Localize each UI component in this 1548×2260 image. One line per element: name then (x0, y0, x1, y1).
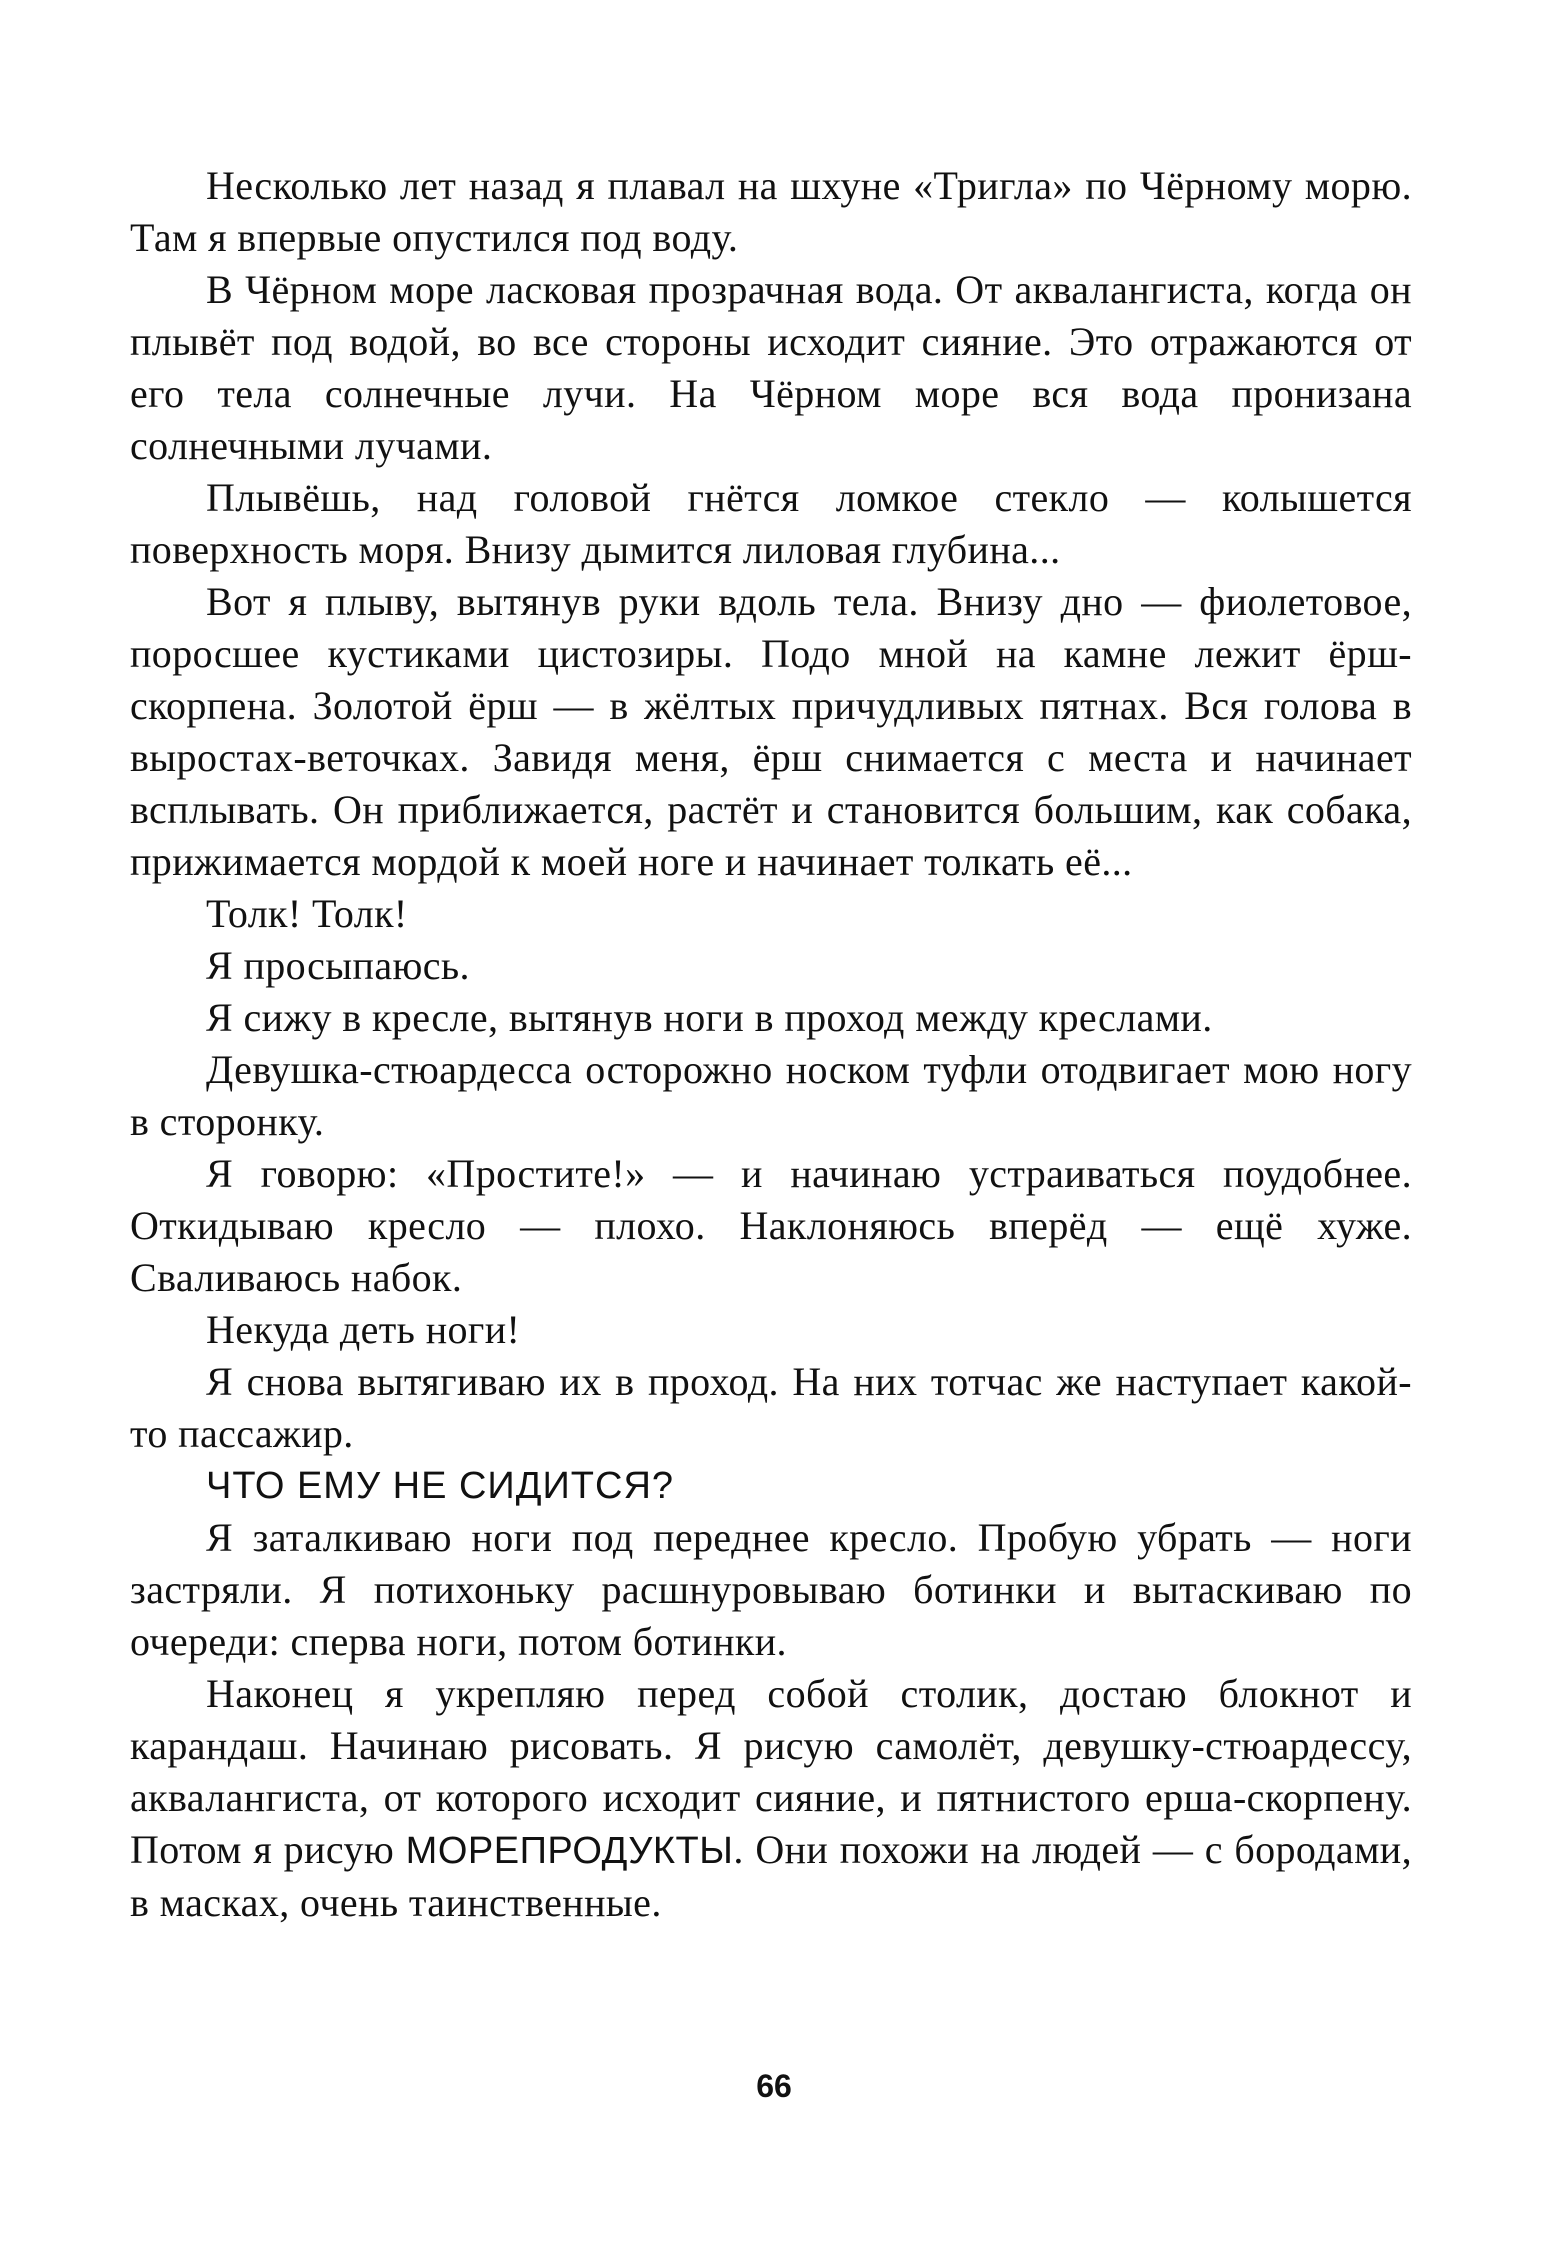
paragraph: Я говорю: «Простите!» — и начинаю устраиваться поудобнее. Откидываю кресло — плохо. Наклоняюсь вперёд — ещё хуже. Сваливаюсь набок. (130, 1151, 1412, 1300)
paragraph: Девушка-стюардесса осторожно носком туфли отодвигает мою ногу в сторонку. (130, 1047, 1412, 1144)
page-number: 66 (756, 2068, 792, 2104)
paragraph: Я снова вытягиваю их в проход. На них тотчас же наступает какой-то пассажир. (130, 1359, 1412, 1456)
paragraph: Я сижу в кресле, вытянув ноги в проход между креслами. (206, 995, 1213, 1040)
paragraph: Я просыпаюсь. (206, 943, 470, 988)
paragraph: Вот я плыву, вытянув руки вдоль тела. Внизу дно — фиолетовое, поросшее кустиками цистозиры. Подо мной на камне лежит ёрш-скорпена. Золотой ёрш — в жёлтых причудливых пятнах. Вся голова в выростах-веточках. Завидя меня, ёрш снимается с места и начинает всплывать. Он приближается, растёт и становится большим, как собака, прижимается мордой к моей ноге и начинает толкать её... (130, 579, 1412, 884)
paragraph: Плывёшь, над головой гнётся ломкое стекло — колышется поверхность моря. Внизу дымится лиловая глубина... (130, 475, 1412, 572)
caps-word: МОРЕПРОДУКТЫ (405, 1830, 734, 1872)
paragraph: Несколько лет назад я плавал на шхуне «Тригла» по Чёрному морю. Там я впервые опустился под воду. (130, 163, 1412, 260)
paragraph: Я заталкиваю ноги под переднее кресло. Пробую убрать — ноги застряли. Я потихоньку расшнуровываю ботинки и вытаскиваю по очереди: сперва ноги, потом ботинки. (130, 1515, 1412, 1664)
text-run: Наконец я укрепляю перед собой столик, достаю блокнот и карандаш. Начинаю рисовать. Я рисую самолёт, девушку-стюардессу, аквалангиста, от которого исходит сияние, и пятнистого ерша-скорпену. Потом я рисую (130, 1671, 1412, 1872)
text-run: . Они похожи на людей — с бородами, в масках, очень таинственные. (130, 1827, 1412, 1925)
section-heading: ЧТО ЕМУ НЕ СИДИТСЯ? (206, 1465, 675, 1507)
paragraph: Некуда деть ноги! (206, 1307, 521, 1352)
paragraph: В Чёрном море ласковая прозрачная вода. От аквалангиста, когда он плывёт под водой, во все стороны исходит сияние. Это отражаются от его тела солнечные лучи. На Чёрном море вся вода пронизана солнечными лучами. (130, 267, 1412, 468)
paragraph-last (130, 1668, 1412, 1929)
paragraph: Толк! Толк! (206, 891, 408, 936)
page-text (130, 160, 1412, 1929)
